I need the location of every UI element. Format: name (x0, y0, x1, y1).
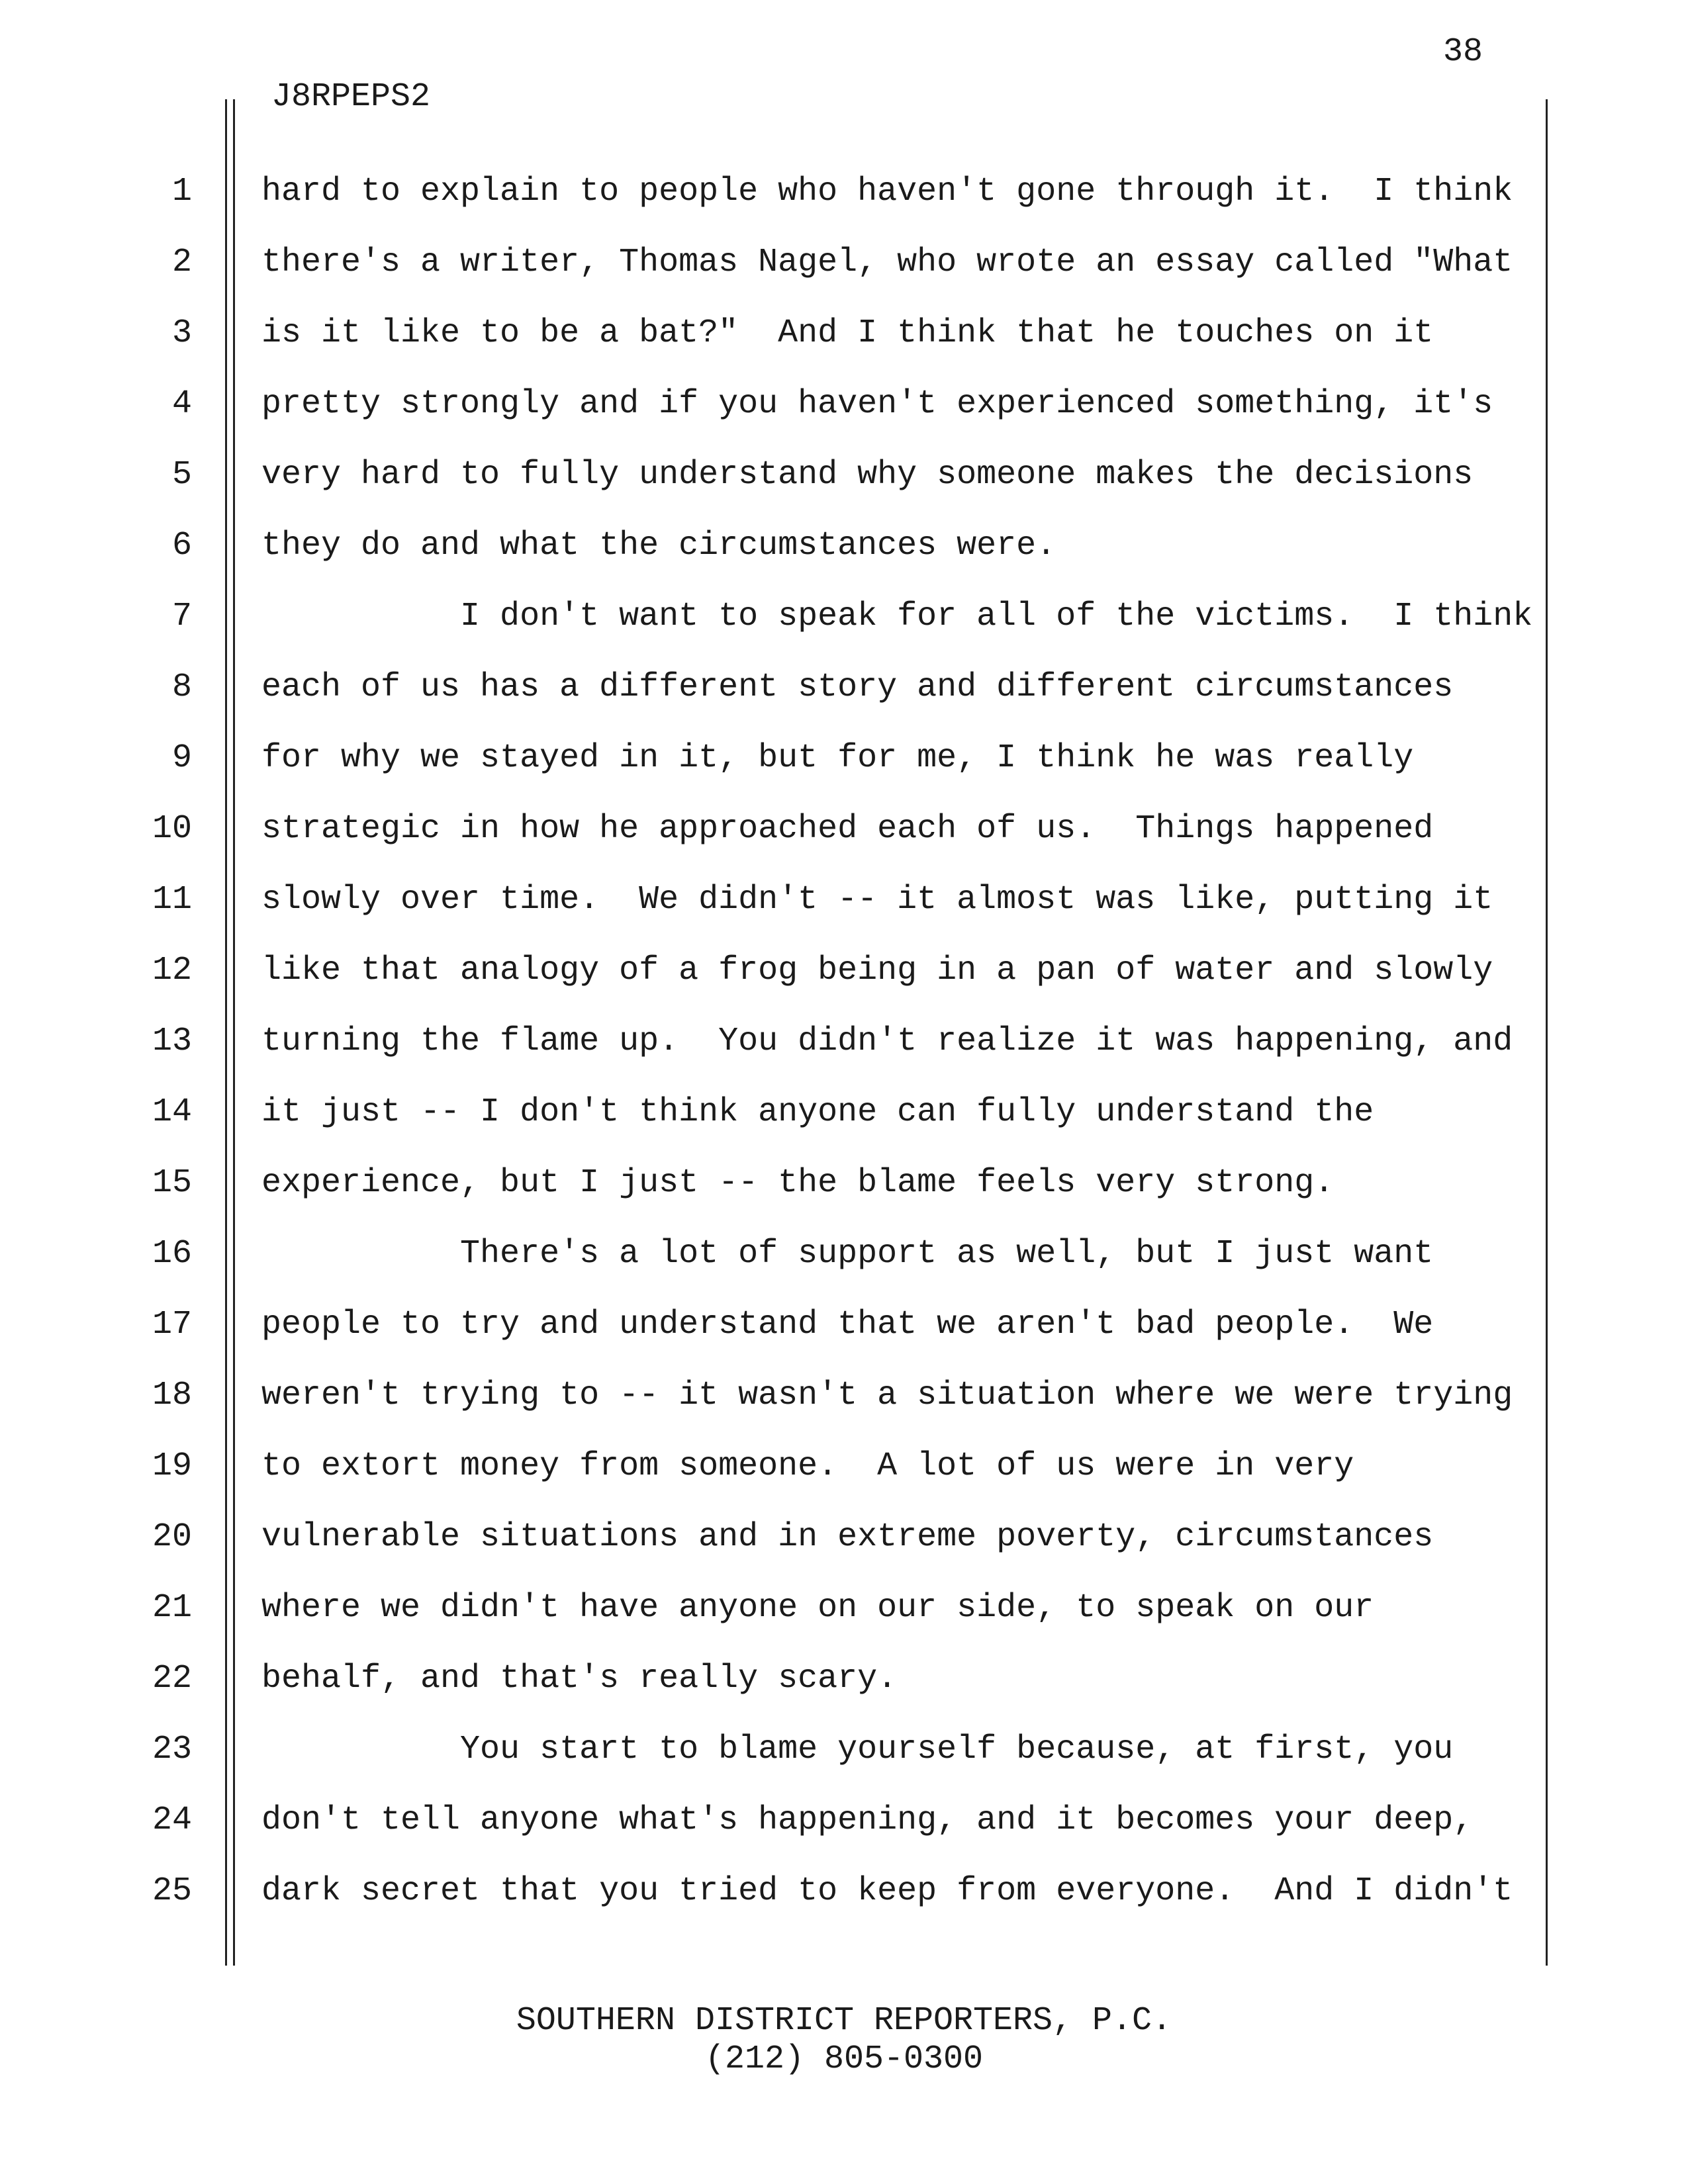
line-text: very hard to fully understand why someone makes the decisions (261, 456, 1474, 494)
line-text: You start to blame yourself because, at first, you (261, 1731, 1454, 1768)
line-text: where we didn't have anyone on our side, to speak on our (261, 1589, 1374, 1627)
left-margin-rule-inner (233, 99, 235, 1966)
line-text: to extort money from someone. A lot of us were in very (261, 1447, 1354, 1485)
line-text: like that analogy of a frog being in a pan of water and slowly (261, 952, 1493, 989)
line-number: 6 (171, 527, 192, 565)
line-text: hard to explain to people who haven't gone through it. I think (261, 173, 1513, 210)
line-text: strategic in how he approached each of us. Things happened (261, 810, 1434, 848)
line-text: There's a lot of support as well, but I just want (261, 1235, 1434, 1273)
line-number: 1 (171, 173, 192, 210)
line-text: people to try and understand that we aren't bad people. We (261, 1306, 1434, 1343)
line-number: 4 (171, 385, 192, 423)
line-number: 23 (152, 1731, 192, 1768)
line-number: 2 (171, 244, 192, 281)
line-text: I don't want to speak for all of the victims. I think (261, 598, 1533, 635)
line-text: for why we stayed in it, but for me, I think he was really (261, 739, 1414, 777)
line-number: 17 (152, 1306, 192, 1343)
line-number: 7 (171, 598, 192, 635)
line-text: each of us has a different story and different circumstances (261, 668, 1454, 706)
line-number: 16 (152, 1235, 192, 1273)
footer (0, 2002, 1688, 2079)
line-text: they do and what the circumstances were. (261, 527, 1056, 565)
line-number: 25 (152, 1872, 192, 1910)
line-text: turning the flame up. You didn't realize it was happening, and (261, 1023, 1513, 1060)
line-number: 14 (152, 1093, 192, 1131)
line-text: weren't trying to -- it wasn't a situation where we were trying (261, 1377, 1513, 1414)
line-number: 5 (171, 456, 192, 494)
line-text: there's a writer, Thomas Nagel, who wrote an essay called "What (261, 244, 1513, 281)
line-number: 11 (152, 881, 192, 919)
line-number: 13 (152, 1023, 192, 1060)
line-number: 21 (152, 1589, 192, 1627)
left-margin-rule-outer (225, 99, 227, 1966)
line-number: 10 (152, 810, 192, 848)
line-text: dark secret that you tried to keep from everyone. And I didn't (261, 1872, 1513, 1910)
line-number: 15 (152, 1164, 192, 1202)
line-number: 19 (152, 1447, 192, 1485)
line-text: is it like to be a bat?" And I think that he touches on it (261, 314, 1434, 352)
case-id: J8RPEPS2 (271, 78, 431, 116)
reporter-phone: (212) 805-0300 (704, 2040, 984, 2078)
line-text: vulnerable situations and in extreme poverty, circumstances (261, 1518, 1434, 1556)
line-number: 8 (171, 668, 192, 706)
line-number: 22 (152, 1660, 192, 1698)
line-text: behalf, and that's really scary. (261, 1660, 898, 1698)
line-text: it just -- I don't think anyone can fully understand the (261, 1093, 1374, 1131)
line-number: 12 (152, 952, 192, 989)
line-number: 20 (152, 1518, 192, 1556)
line-text: pretty strongly and if you haven't experienced something, it's (261, 385, 1493, 423)
line-number: 24 (152, 1801, 192, 1839)
page-number: 38 (1443, 33, 1483, 71)
line-number: 9 (171, 739, 192, 777)
right-margin-rule (1546, 99, 1548, 1966)
line-text: don't tell anyone what's happening, and it becomes your deep, (261, 1801, 1474, 1839)
line-number: 18 (152, 1377, 192, 1414)
line-text: experience, but I just -- the blame feels very strong. (261, 1164, 1335, 1202)
line-number: 3 (171, 314, 192, 352)
line-text: slowly over time. We didn't -- it almost was like, putting it (261, 881, 1493, 919)
reporter-name: SOUTHERN DISTRICT REPORTERS, P.C. (516, 2002, 1172, 2040)
